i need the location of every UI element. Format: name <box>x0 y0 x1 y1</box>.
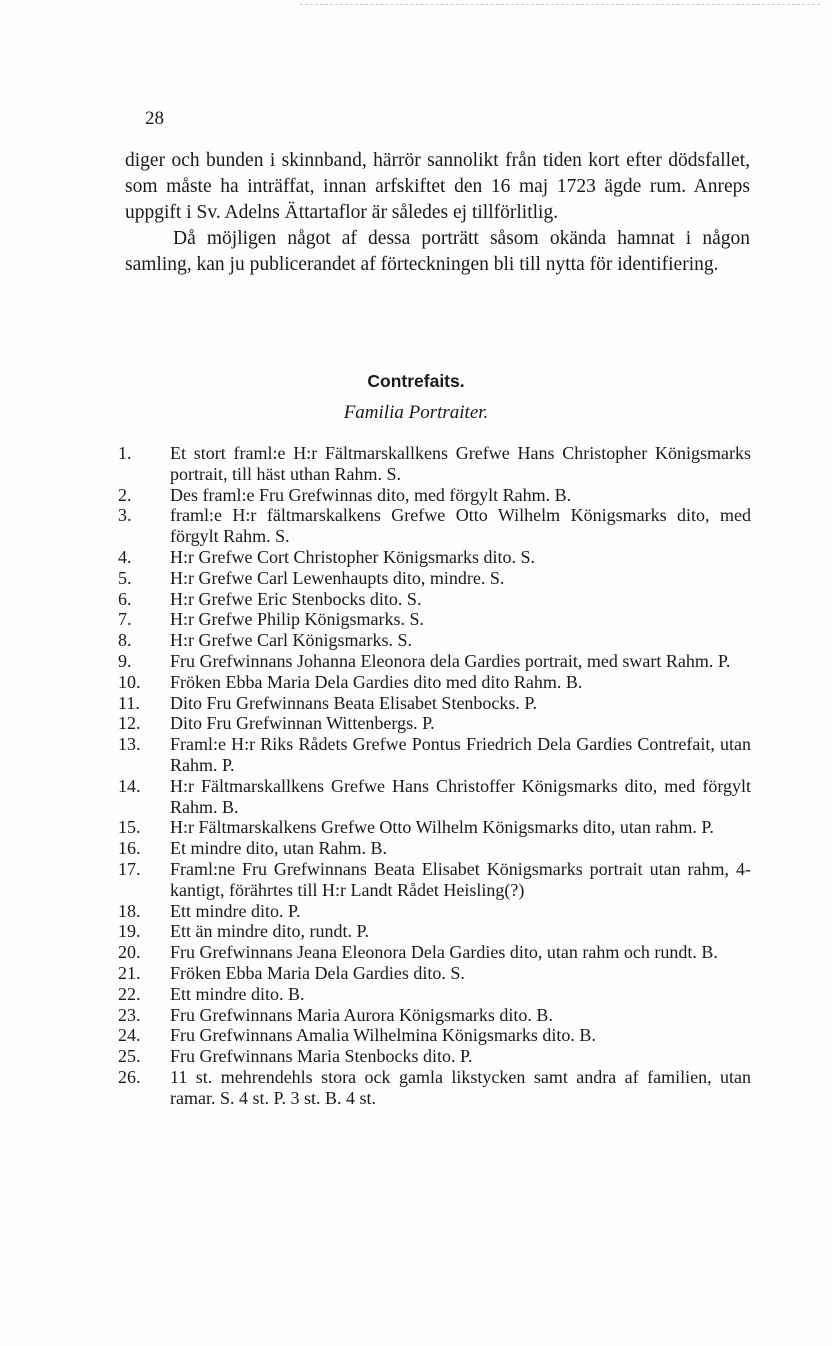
portrait-inventory-list <box>118 443 751 1109</box>
item-text: H:r Grefwe Eric Stenbocks dito. S. <box>170 588 422 609</box>
section-title: Contrefaits. <box>367 371 465 391</box>
inventory-item <box>118 859 751 901</box>
item-text: Fru Grefwinnans Johanna Eleonora dela Gardies portrait, med swart Rahm. P. <box>170 650 731 671</box>
item-text: Et stort framl:e H:r Fältmarskallkens Grefwe Hans Christopher Königsmarks portrait, till häst uthan Rahm. S. <box>170 443 751 484</box>
item-number: 22. <box>118 983 141 1004</box>
item-text: Ett mindre dito. B. <box>170 983 305 1004</box>
item-number: 18. <box>118 900 141 921</box>
inventory-item <box>118 589 751 610</box>
item-number: 2. <box>118 484 132 505</box>
item-number: 7. <box>118 609 132 630</box>
inventory-item <box>118 734 751 776</box>
item-text: Fru Grefwinnans Jeana Eleonora Dela Gardies dito, utan rahm och rundt. B. <box>170 942 718 963</box>
inventory-item <box>118 568 751 589</box>
item-text: 11 st. mehrendehls stora ock gamla likstycken samt andra af familien, utan ramar. S. 4 st. P. 3 st. B. 4 st. <box>170 1066 751 1108</box>
item-text: Framl:e H:r Riks Rådets Grefwe Pontus Friedrich Dela Gardies Contrefait, utan Rahm. P. <box>170 734 751 775</box>
item-text: H:r Fältmarskalkens Grefwe Otto Wilhelm Königsmarks dito, utan rahm. P. <box>170 817 714 838</box>
item-text: framl:e H:r fältmarskalkens Grefwe Otto Wilhelm Königsmarks dito, med förgylt Rahm. S. <box>170 505 751 547</box>
item-text: Et mindre dito, utan Rahm. B. <box>170 838 387 859</box>
inventory-item <box>118 776 751 818</box>
item-number: 17. <box>118 858 141 879</box>
item-number: 1. <box>118 443 132 463</box>
item-text: Des framl:e Fru Grefwinnas dito, med förgylt Rahm. B. <box>170 484 572 505</box>
item-number: 4. <box>118 546 132 567</box>
inventory-item <box>118 693 751 714</box>
item-number: 14. <box>118 775 141 796</box>
item-text: H:r Grefwe Carl Lewenhaupts dito, mindre. S. <box>170 567 505 588</box>
item-number: 20. <box>118 942 141 963</box>
item-text: Dito Fru Grefwinnans Beata Elisabet Stenbocks. P. <box>170 692 537 713</box>
inventory-item <box>118 547 751 568</box>
item-number: 21. <box>118 962 141 983</box>
item-number: 6. <box>118 588 132 609</box>
item-number: 12. <box>118 713 141 734</box>
intro-paragraph: diger och bunden i skinnband, härrör sannolikt från tiden kort efter dödsfallet, som måste ha inträffat, innan arfskiftet den 16 maj 1723 ägde rum. Anreps uppgift i Sv. Adelns Ättartaflor är således ej tillförlitlig. <box>125 150 750 223</box>
inventory-item <box>118 651 751 672</box>
inventory-item <box>118 838 751 859</box>
item-number: 23. <box>118 1004 141 1025</box>
inventory-item <box>118 1067 751 1109</box>
item-text: Fröken Ebba Maria Dela Gardies dito med dito Rahm. B. <box>170 671 583 692</box>
intro-text <box>125 148 750 278</box>
item-number: 25. <box>118 1046 141 1067</box>
inventory-item <box>118 984 751 1005</box>
item-number: 19. <box>118 921 141 942</box>
inventory-item <box>118 1046 751 1067</box>
item-number: 5. <box>118 567 132 588</box>
item-number: 11. <box>118 692 140 713</box>
inventory-item <box>118 921 751 942</box>
item-text: Fru Grefwinnans Maria Stenbocks dito. P. <box>170 1046 473 1067</box>
inventory-item <box>118 963 751 984</box>
item-number: 10. <box>118 671 141 692</box>
inventory-item <box>118 713 751 734</box>
item-text: Framl:ne Fru Grefwinnans Beata Elisabet Königsmarks portrait utan rahm, 4-kantigt, förährtes till H:r Landt Rådet Heisling(?) <box>170 858 751 900</box>
inventory-item <box>118 485 751 506</box>
item-number: 26. <box>118 1066 141 1087</box>
item-text: Fru Grefwinnans Maria Aurora Königsmarks dito. B. <box>170 1004 553 1025</box>
item-text: Ett mindre dito. P. <box>170 900 301 921</box>
item-number: 24. <box>118 1025 141 1046</box>
inventory-item <box>118 901 751 922</box>
inventory-item <box>118 672 751 693</box>
item-text: Fru Grefwinnans Amalia Wilhelmina Königsmarks dito. B. <box>170 1025 596 1046</box>
inventory-item <box>118 817 751 838</box>
item-number: 8. <box>118 630 132 651</box>
item-text: Ett än mindre dito, rundt. P. <box>170 921 369 942</box>
inventory-item <box>118 505 751 547</box>
item-number: 3. <box>118 505 132 526</box>
inventory-item <box>118 1005 751 1026</box>
item-text: H:r Grefwe Cort Christopher Königsmarks dito. S. <box>170 546 535 567</box>
inventory-item <box>118 1025 751 1046</box>
page-number: 28 <box>145 108 164 129</box>
inventory-item <box>118 630 751 651</box>
top-edge-rule <box>300 4 820 5</box>
item-text: H:r Grefwe Philip Königsmarks. S. <box>170 609 424 630</box>
item-text: H:r Fältmarskallkens Grefwe Hans Christoffer Königsmarks dito, med förgylt Rahm. B. <box>170 775 751 817</box>
item-text: Fröken Ebba Maria Dela Gardies dito. S. <box>170 962 465 983</box>
inventory-item <box>118 443 751 485</box>
intro-paragraph: Då möjligen något af dessa porträtt såsom okända hamnat i någon samling, kan ju publicerandet af förteckningen bli till nytta för identifiering. <box>125 228 750 275</box>
item-number: 16. <box>118 838 141 859</box>
item-number: 9. <box>118 650 132 671</box>
inventory-item <box>118 942 751 963</box>
item-text: H:r Grefwe Carl Königsmarks. S. <box>170 630 412 651</box>
inventory-item <box>118 609 751 630</box>
item-text: Dito Fru Grefwinnan Wittenbergs. P. <box>170 713 435 734</box>
section-subtitle: Familia Portraiter. <box>343 402 489 423</box>
item-number: 13. <box>118 734 141 755</box>
item-number: 15. <box>118 817 141 838</box>
